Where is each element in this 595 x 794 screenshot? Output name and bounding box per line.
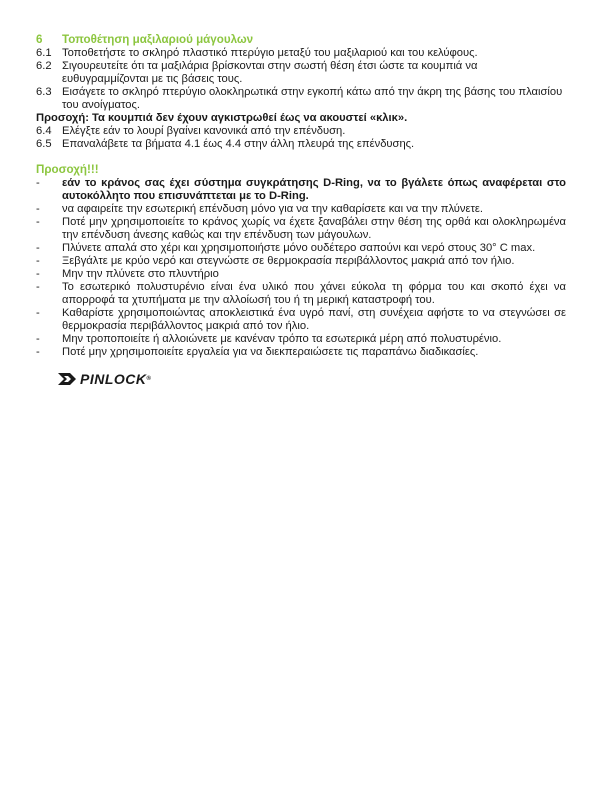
list-item [36,333,566,346]
bullet-text: Ποτέ μην χρησιμοποιείτε το κράνος χωρίς να έχετε ξαναβάλει στην θέση της ορθά και ολοκληρωμένα την επένδυση άνεσης καθώς και την επένδυση των μάγουλων. [62,216,566,241]
list-item [36,307,566,333]
bullet-marker: - [36,216,40,228]
list-item [36,242,566,255]
step-text: Ελέγξτε εάν το λουρί βγαίνει κανονικά από την επένδυση. [62,125,346,137]
step-text: Σιγουρευτείτε ότι τα μαξιλάρια βρίσκονται στην σωστή θέση έτσι ώστε τα κουμπιά να ευθυγραμμίζονται με τις βάσεις τους. [62,60,478,85]
list-item [36,216,566,242]
step-item [36,60,566,86]
bullet-text: εάν το κράνος σας έχει σύστημα συγκράτησης D-Ring, να το βγάλετε όπως αναφέρεται στο αυτοκόλλητο που επισυνάπτεται με το D-Ring. [62,177,566,202]
list-item [36,203,566,216]
bullet-marker: - [36,346,40,358]
list-item [36,177,566,203]
bullet-text: Μην την πλύνετε στο πλυντήριο [62,268,219,280]
registered-mark: ® [146,375,152,382]
document-page [36,33,566,389]
section-title: Τοποθέτηση μαξιλαριού μάγουλων [62,33,254,46]
step-item [36,47,566,60]
bullet-marker: - [36,281,40,293]
bullet-text: Μην τροποποιείτε ή αλλοιώνετε με κανέναν τρόπο τα εσωτερικά μέρη από πολυστυρένιο. [62,333,502,345]
pinlock-logo [56,369,566,389]
bullet-text: Καθαρίστε χρησιμοποιώντας αποκλειστικά ένα υγρό πανί, στη συνέχεια αφήστε το να στεγνώσει σε θερμοκρασία περιβάλλοντος μακριά από τον ήλιο. [62,307,566,332]
list-item [36,346,566,359]
list-item [36,281,566,307]
section-number: 6 [36,33,43,46]
care-bullets-list [36,177,566,359]
click-warning: Προσοχή: Τα κουμπιά δεν έχουν αγκιστρωθεί έως να ακουστεί «κλικ». [36,112,408,124]
step-text: Εισάγετε το σκληρό πτερύγιο ολοκληρωτικά στην εγκοπή κάτω από την άκρη της βάσης του πλαισίου του ανοίγματος. [62,86,563,111]
bullet-marker: - [36,268,40,280]
step-number: 6.3 [36,86,52,98]
bullet-marker: - [36,255,40,267]
logo-wordmark: PINLOCK® [80,370,152,387]
bullet-text: Πλύνετε απαλά στο χέρι και χρησιμοποιήστε μόνο ουδέτερο σαπούνι και νερό στους 30° C max. [62,242,536,254]
attention-heading: Προσοχή!!! [36,163,99,176]
section-heading [36,33,566,46]
bullet-text: Το εσωτερικό πολυστυρένιο είναι ένα υλικό που χάνει εύκολα τη φόρμα του και σκοπό έχει να απορροφά τα χτυπήματα με την αλλοίωσή του ή τη μερική καταστροφή του. [62,281,566,306]
step-text: Επαναλάβετε τα βήματα 4.1 έως 4.4 στην άλλη πλευρά της επένδυσης. [62,138,415,150]
bullet-marker: - [36,307,40,319]
steps-list-b [36,125,566,151]
bullet-text: να αφαιρείτε την εσωτερική επένδυση μόνο για να την καθαρίσετε και να την πλύνετε. [62,203,483,215]
pinlock-mark-icon [56,371,78,387]
steps-list-a [36,47,566,112]
bullet-text: Ποτέ μην χρησιμοποιείτε εργαλεία για να διεκπεραιώσετε τις παραπάνω διαδικασίες. [62,346,479,358]
list-item [36,255,566,268]
bullet-marker: - [36,177,40,189]
step-text: Τοποθετήστε το σκληρό πλαστικό πτερύγιο μεταξύ του μαξιλαριού και του κελύφους. [62,47,478,59]
step-number: 6.4 [36,125,52,137]
bullet-text: Ξεβγάλτε με κρύο νερό και στεγνώστε σε θερμοκρασία περιβάλλοντος μακριά από τον ήλιο. [62,255,515,267]
step-number: 6.5 [36,138,52,150]
step-item [36,125,566,138]
bullet-marker: - [36,333,40,345]
list-item [36,268,566,281]
step-item [36,86,566,112]
step-item [36,138,566,151]
bullet-marker: - [36,242,40,254]
bullet-marker: - [36,203,40,215]
step-number: 6.2 [36,60,52,72]
step-number: 6.1 [36,47,52,59]
